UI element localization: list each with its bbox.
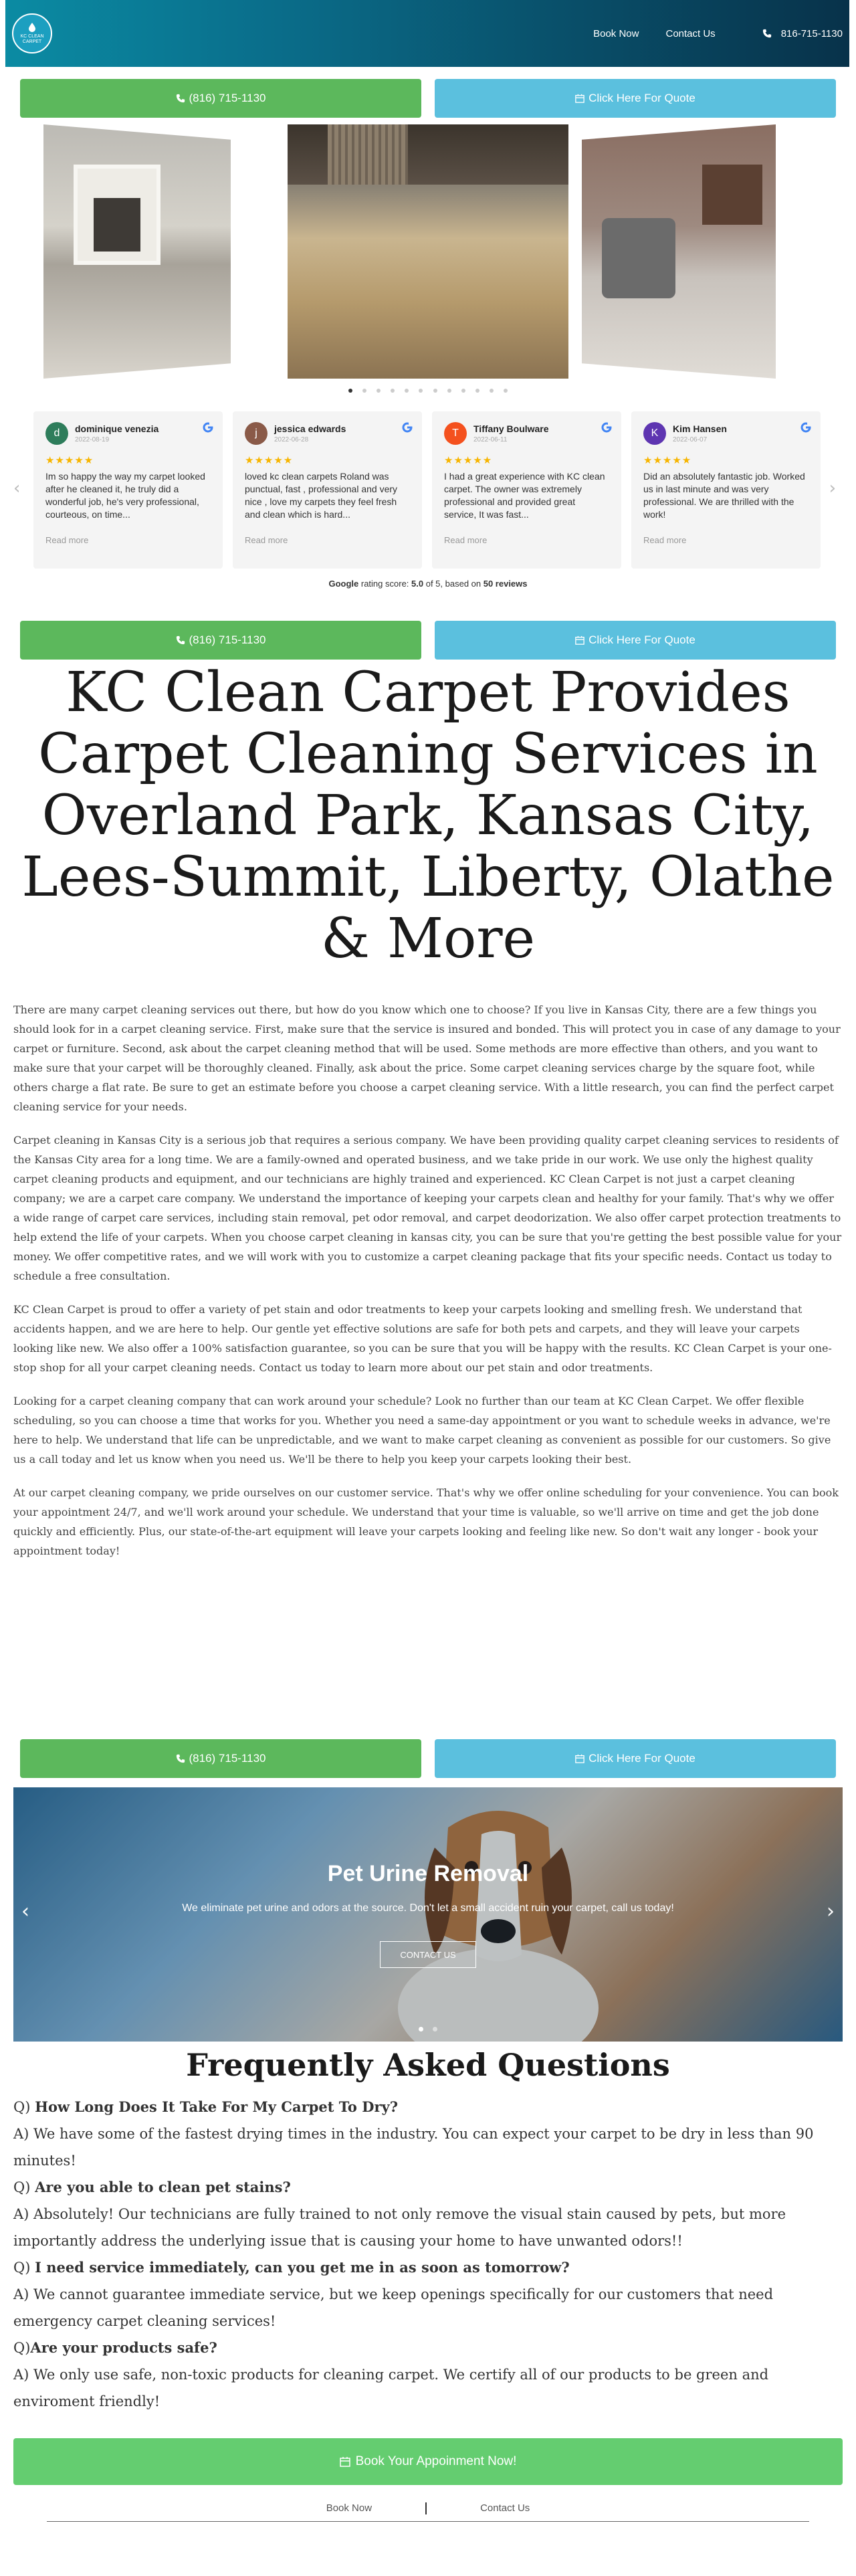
slider-overlay <box>13 1787 843 2042</box>
read-more-link[interactable]: Read more <box>444 535 488 545</box>
faq-a-prefix: A) <box>13 2126 29 2142</box>
faq-a-prefix: A) <box>13 2206 29 2222</box>
slide-contact-button[interactable]: CONTACT US <box>380 1941 476 1968</box>
footer-contact-us[interactable]: Contact Us <box>480 2502 530 2514</box>
faq-question-text: Are you able to clean pet stains? <box>35 2179 291 2195</box>
quote-button[interactable] <box>435 1739 836 1778</box>
read-more-link[interactable]: Read more <box>45 535 89 545</box>
faq-title: Frequently Asked Questions <box>186 2047 670 2083</box>
rating-summary-source: Google <box>328 579 359 589</box>
cta-row-middle <box>20 621 836 660</box>
reviews-next-arrow-icon[interactable]: › <box>829 478 836 498</box>
faq-question-text: How Long Does It Take For My Carpet To Dry? <box>35 2098 399 2115</box>
review-text: loved kc clean carpets Roland was punctual, fast , professional and very nice , love my carpets they feel fresh and clean which is hard... <box>245 471 398 520</box>
quote-button-label: Click Here For Quote <box>588 633 696 646</box>
logo-text-line1: KC CLEAN <box>20 34 44 39</box>
service-slider <box>13 1787 843 2042</box>
book-appointment-label: Book Your Appoinment Now! <box>355 2454 517 2468</box>
reviewer-avatar: T <box>444 422 467 445</box>
gallery-dots <box>20 383 836 389</box>
page-title: KC Clean Carpet Provides Carpet Cleaning Services in Overland Park, Kansas City, Lees-Summit, Liberty, Olathe & More <box>21 661 835 971</box>
rating-stars: ★★★★★ <box>444 455 493 466</box>
cta-row-top <box>20 79 836 118</box>
phone-icon <box>176 635 185 645</box>
rating-summary-text: rating score: <box>358 579 412 589</box>
review-card <box>631 411 821 569</box>
gallery-dot[interactable] <box>391 389 395 393</box>
content-paragraph: Carpet cleaning in Kansas City is a serious job that requires a serious company. We have been providing quality carpet cleaning services to residents of the Kansas City area for a long time. We are a family-owned and operated business, and we take pride in our work. We use only the highest quality carpet cleaning products and equipment, and our technicians are highly trained and experienced. KC Clean Carpet is not just a carpet cleaning company; we are a carpet care company. We understand the importance of keeping your carpets clean and healthy for your family. That's why we offer a wide range of carpet care services, including stain removal, pet odor removal, and carpet deodorization. We also offer carpet protection treatments to help extend the life of your carpets. When you choose carpet cleaning in kansas city, you can be sure that you're getting the best possible value for your money. We offer competitive rates, and we will work with you to customize a carpet cleaning package that fits your specific needs. Contact us today to schedule a free consultation. <box>13 1134 842 1282</box>
slide-subtitle: We eliminate pet urine and odors at the source. Don't let a small accident ruin your carpet, call us today! <box>182 1902 674 1914</box>
faq-q-prefix: Q) <box>13 2340 31 2356</box>
rating-stars: ★★★★★ <box>643 455 692 466</box>
gallery-photo-playroom[interactable] <box>582 124 776 379</box>
review-card <box>432 411 621 569</box>
logo-text-line2: CARPET <box>22 39 42 44</box>
review-text: Did an absolutely fantastic job. Worked us in last minute and was very professional. We are thrilled with the work! <box>643 471 805 520</box>
call-button[interactable] <box>20 79 421 118</box>
content-paragraph: Looking for a carpet cleaning company that can work around your schedule? Look no further than our team at KC Clean Carpet. We offer flexible scheduling, so you can choose a time that works for you. Whether you need a same-day appointment or you want to schedule weeks in advance, we're here to help. We understand that life can be unpredictable, and we want to make carpet cleaning as convenient as possible for our customers. So give us a call today and let us know when you need us. We'll be there to help you keep your carpets looking their best. <box>13 1395 831 1466</box>
faq-question <box>13 2094 843 2120</box>
quote-button-label: Click Here For Quote <box>588 1752 696 1765</box>
slider-dot[interactable] <box>433 2027 437 2032</box>
faq-answer-text: Absolutely! Our technicians are fully trained to not only remove the visual stain caused by pets, but more importantly address the underlying issue that is causing your home to have unwanted odors!! <box>13 2206 786 2249</box>
main-nav <box>566 0 843 67</box>
call-button[interactable] <box>20 1739 421 1778</box>
faq-answer <box>13 2201 843 2254</box>
google-g-icon <box>203 422 213 436</box>
reviewer-name: Tiffany Boulware <box>473 423 549 434</box>
slider-prev-arrow-icon[interactable]: ‹ <box>21 1900 29 1923</box>
review-date: 2022-06-07 <box>673 436 708 443</box>
nav-contact-us[interactable]: Contact Us <box>665 27 716 39</box>
rating-summary-score: 5.0 <box>411 579 424 589</box>
faq-a-prefix: A) <box>13 2286 29 2302</box>
faq-a-prefix: A) <box>13 2367 29 2383</box>
call-button-label: (816) 715-1130 <box>189 92 266 104</box>
slider-dot[interactable] <box>419 2027 423 2032</box>
phone-icon <box>176 94 185 103</box>
call-button-label: (816) 715-1130 <box>189 1752 266 1765</box>
faq-q-prefix: Q) <box>13 2099 31 2115</box>
faq-list <box>13 2094 843 2415</box>
rating-stars: ★★★★★ <box>245 455 294 466</box>
faq-question <box>13 2174 843 2201</box>
reviewer-avatar: d <box>45 422 68 445</box>
slide-title: Pet Urine Removal <box>327 1861 529 1886</box>
google-g-icon <box>601 422 612 436</box>
gallery-dot[interactable] <box>461 389 465 393</box>
review-text: Im so happy the way my carpet looked after he cleaned it, he truly did a wonderful job, he's very professional, courteous, on time... <box>45 471 205 520</box>
gallery-dot[interactable] <box>348 389 352 393</box>
footer-book-now[interactable]: Book Now <box>326 2502 372 2514</box>
before-after-gallery <box>20 124 836 385</box>
nav-book-now[interactable]: Book Now <box>593 27 639 39</box>
slider-dots <box>13 2021 843 2034</box>
google-g-icon <box>800 422 811 436</box>
gallery-dot[interactable] <box>377 389 381 393</box>
faq-answer-text: We cannot guarantee immediate service, but we keep openings specifically for our customers that need emergency carpet cleaning services! <box>13 2286 774 2329</box>
content-paragraph: KC Clean Carpet is proud to offer a variety of pet stain and odor treatments to keep your carpets looking and smelling fresh. We understand that accidents happen, and we are here to help. Our gentle yet effective solutions are safe for both pets and carpets, and they will leave your carpets looking like new. We also offer a 100% satisfaction guarantee, so you can be sure that you will be happy with the results. KC Clean Carpet is your one-stop shop for all your carpet cleaning needs. Contact us today to learn more about our pet stain and odor treatments. <box>13 1303 832 1374</box>
quote-button[interactable] <box>435 621 836 660</box>
content-paragraph: There are many carpet cleaning services out there, but how do you know which one to choose? If you live in Kansas City, there are a few things you should look for in a carpet cleaning service. First, make sure that the service is insured and bonded. This will protect you in case of any damage to your carpet or furniture. Second, ask about the carpet cleaning method that will be used. Some methods are more effective than others, and you want to make sure that your carpet will be thoroughly cleaned. Finally, ask about the price. Some carpet cleaning services charge by the square foot, while others charge a flat rate. Be sure to get an estimate before you choose a carpet cleaning service. With a little research, you can find the perfect carpet cleaning service for your needs. <box>13 1003 841 1113</box>
gallery-photo-carpet-closeup[interactable] <box>288 124 568 379</box>
call-button[interactable] <box>20 621 421 660</box>
faq-answer <box>13 2120 843 2174</box>
review-date: 2022-06-11 <box>473 436 508 443</box>
faq-answer-text: We have some of the fastest drying times in the industry. You can expect your carpet to be dry in less than 90 minutes! <box>13 2126 814 2169</box>
reviewer-name: jessica edwards <box>274 423 346 434</box>
review-date: 2022-06-28 <box>274 436 309 443</box>
site-header <box>5 0 849 67</box>
reviewer-name: dominique venezia <box>75 423 159 434</box>
gallery-dot[interactable] <box>447 389 451 393</box>
gallery-dot[interactable] <box>433 389 437 393</box>
faq-q-prefix: Q) <box>13 2260 31 2276</box>
faq-answer-text: We only use safe, non-toxic products for cleaning carpet. We certify all of our products to be green and enviroment friendly! <box>13 2367 769 2409</box>
gallery-dot[interactable] <box>504 389 508 393</box>
calendar-icon <box>575 94 584 103</box>
faq-question <box>13 2335 843 2361</box>
gallery-dot[interactable] <box>362 389 366 393</box>
rating-stars: ★★★★★ <box>45 455 94 466</box>
review-card <box>233 411 422 569</box>
gallery-dot[interactable] <box>405 389 409 393</box>
faq-answer <box>13 2281 843 2335</box>
read-more-link[interactable]: Read more <box>643 535 687 545</box>
faq-question-text: Are your products safe? <box>30 2339 217 2356</box>
google-g-icon <box>402 422 413 436</box>
calendar-icon <box>575 635 584 645</box>
gallery-dot[interactable] <box>490 389 494 393</box>
review-date: 2022-08-19 <box>75 436 110 443</box>
calendar-icon <box>575 1754 584 1763</box>
phone-icon <box>762 29 772 38</box>
call-button-label: (816) 715-1130 <box>189 633 266 646</box>
rating-summary <box>10 579 846 589</box>
reviewer-avatar: j <box>245 422 268 445</box>
cta-row-bottom <box>20 1739 836 1778</box>
main-content <box>13 1000 843 1575</box>
site-logo[interactable] <box>12 13 52 54</box>
faq-question <box>13 2254 843 2281</box>
gallery-dot[interactable] <box>475 389 479 393</box>
nav-phone-link[interactable] <box>762 28 843 39</box>
slider-next-arrow-icon[interactable]: › <box>827 1900 835 1923</box>
content-paragraph: At our carpet cleaning company, we pride ourselves on our customer service. That's why we offer online scheduling for your convenience. You can book your appointment 24/7, and we'll work around your schedule. We understand that your time is valuable, so we'll arrive on time and get the job done quickly and efficiently. Plus, our state-of-the-art equipment will leave your carpets looking and feeling like new. So don't wait any longer - book your appointment today! <box>13 1486 839 1557</box>
read-more-link[interactable]: Read more <box>245 535 288 545</box>
rating-summary-text: of 5, based on <box>423 579 484 589</box>
gallery-photo-living-room[interactable] <box>43 124 231 379</box>
gallery-dot[interactable] <box>419 389 423 393</box>
quote-button-label: Click Here For Quote <box>588 92 696 104</box>
faq-q-prefix: Q) <box>13 2179 31 2195</box>
phone-icon <box>176 1754 185 1763</box>
faq-answer <box>13 2361 843 2415</box>
review-card <box>33 411 223 569</box>
rating-summary-count: 50 reviews <box>483 579 528 589</box>
footer-nav <box>47 2495 809 2522</box>
faq-question-text: I need service immediately, can you get me in as soon as tomorrow? <box>35 2259 570 2276</box>
book-appointment-button[interactable] <box>13 2438 843 2485</box>
reviews-prev-arrow-icon[interactable]: ‹ <box>13 478 21 498</box>
calendar-icon <box>340 2456 350 2467</box>
review-text: I had a great experience with KC clean carpet. The owner was extremely professional and provided great service, It was fast... <box>444 471 605 520</box>
quote-button[interactable] <box>435 79 836 118</box>
nav-phone-number: 816-715-1130 <box>780 27 843 39</box>
reviewer-avatar: K <box>643 422 666 445</box>
logo-drop-icon <box>27 22 37 33</box>
google-reviews-widget <box>10 411 846 589</box>
reviewer-name: Kim Hansen <box>673 423 727 434</box>
